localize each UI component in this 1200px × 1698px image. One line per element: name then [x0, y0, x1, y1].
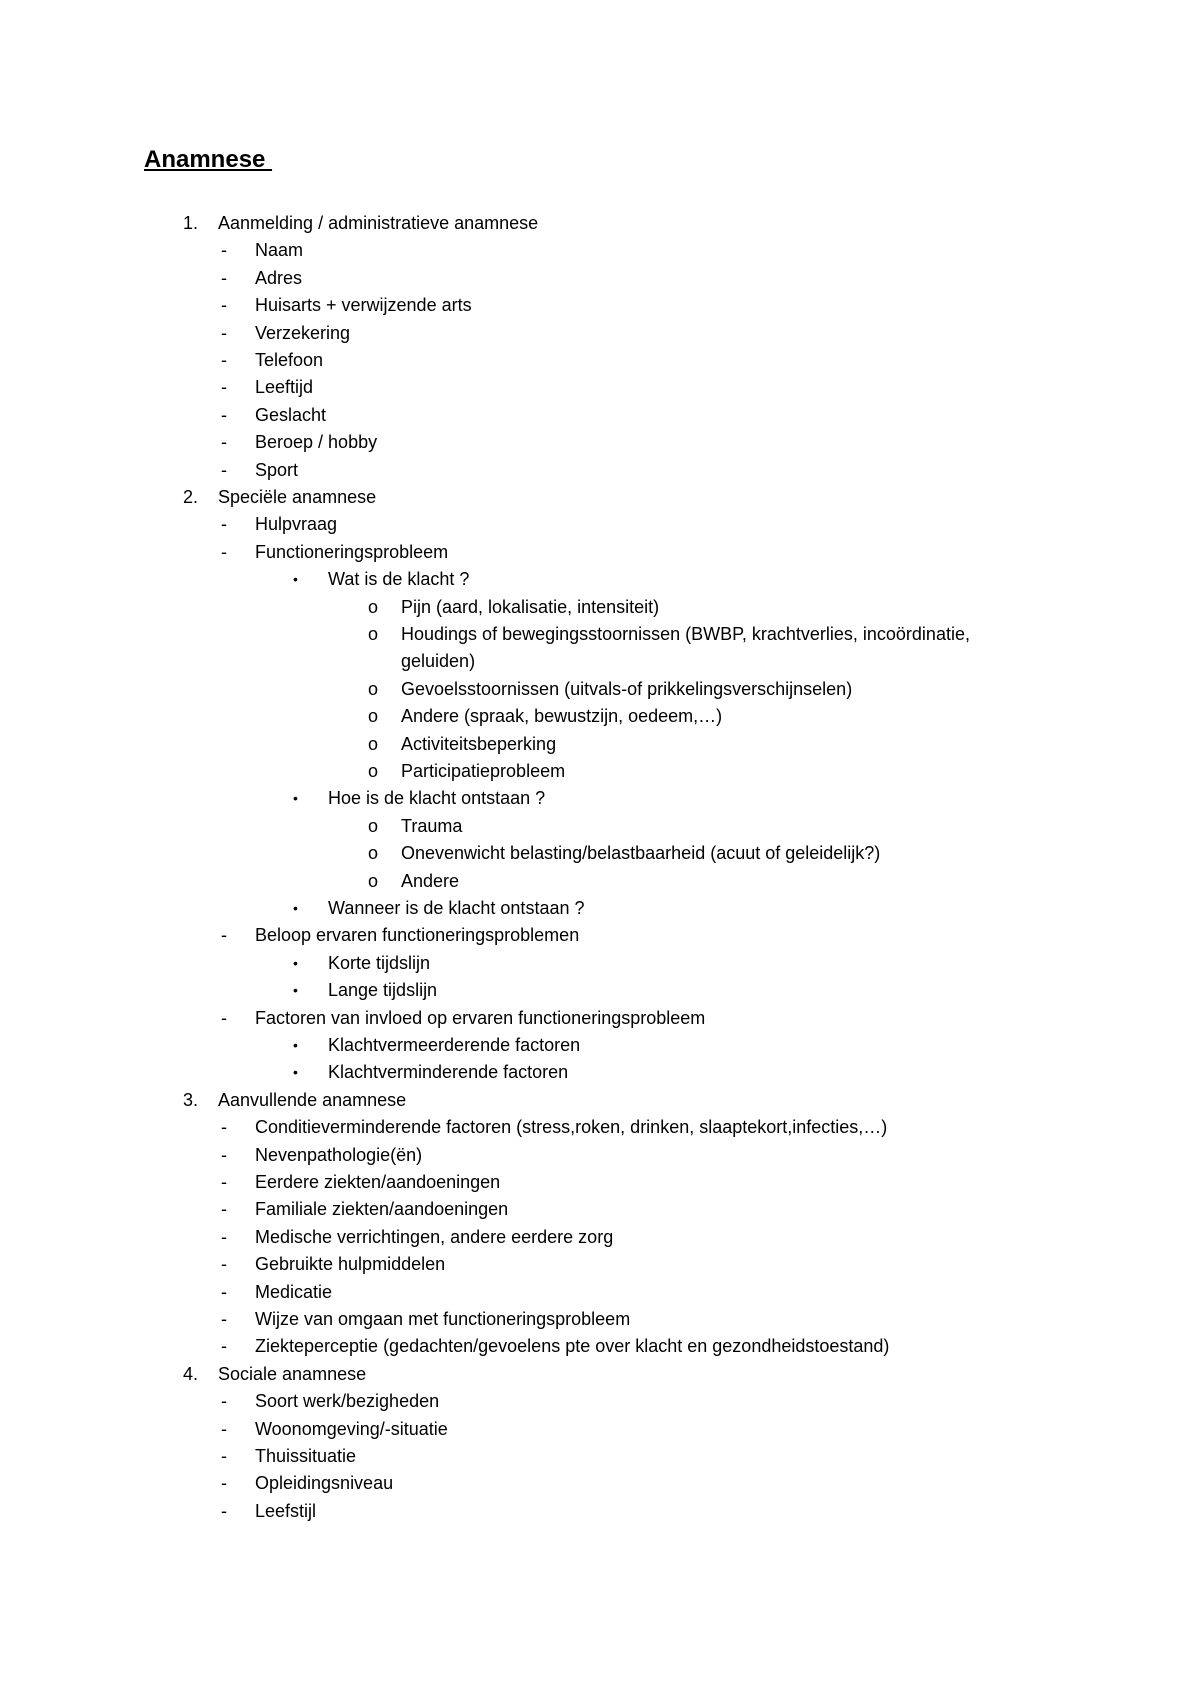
list-item-text: Verzekering [255, 323, 351, 343]
dash-marker: - [221, 1227, 227, 1247]
list-number: 1. [183, 213, 199, 233]
list-item-text: Sociale anamnese [218, 1364, 367, 1384]
list-item-text: Pijn (aard, lokalisatie, intensiteit) [401, 597, 660, 617]
dash-marker: - [221, 240, 227, 260]
dash-marker: - [221, 925, 227, 945]
bullet-icon: • [293, 1037, 298, 1053]
list-number: 2. [183, 487, 199, 507]
list-item-text: Participatieprobleem [401, 761, 566, 781]
list-item-text: Conditieverminderende factoren (stress,roken, drinken, slaaptekort,infecties,…) [255, 1117, 888, 1137]
dash-marker: - [221, 1117, 227, 1137]
dash-marker: - [221, 377, 227, 397]
list-item-text: Adres [255, 268, 303, 288]
list-item-text: Opleidingsniveau [255, 1473, 394, 1493]
dash-marker: - [221, 432, 227, 452]
dash-marker: - [221, 1282, 227, 1302]
list-item-text: Beloop ervaren functioneringsproblemen [255, 925, 580, 945]
dash-marker: - [221, 323, 227, 343]
list-item-text: geluiden) [401, 651, 476, 671]
dash-marker: - [221, 350, 227, 370]
bullet-icon: • [293, 955, 298, 971]
list-item-text: Leeftijd [255, 377, 314, 397]
list-item-text: Aanmelding / administratieve anamnese [218, 213, 539, 233]
list-item-text: Nevenpathologie(ën) [255, 1145, 423, 1165]
list-item-text: Korte tijdslijn [328, 953, 431, 973]
list-item-text: Hulpvraag [255, 514, 338, 534]
circle-marker: o [368, 706, 379, 726]
list-item-text: Huisarts + verwijzende arts [255, 295, 472, 315]
dash-marker: - [221, 1008, 227, 1028]
list-item-text: Gevoelsstoornissen (uitvals-of prikkelingsverschijnselen) [401, 679, 853, 699]
list-item-text: Wat is de klacht ? [328, 569, 470, 589]
list-number: 4. [183, 1364, 199, 1384]
document-title: Anamnese [144, 146, 273, 173]
circle-marker: o [368, 597, 379, 617]
bullet-icon: • [293, 1064, 298, 1080]
dash-marker: - [221, 1172, 227, 1192]
list-item-text: Functioneringsprobleem [255, 542, 449, 562]
list-item-text: Sport [255, 460, 299, 480]
list-item-text: Telefoon [255, 350, 324, 370]
dash-marker: - [221, 1309, 227, 1329]
list-item-text: Factoren van invloed op ervaren functioneringsprobleem [255, 1008, 706, 1028]
list-item-text: Familiale ziekten/aandoeningen [255, 1199, 509, 1219]
list-item-text: Wanneer is de klacht ontstaan ? [328, 898, 585, 918]
list-item-text: Wijze van omgaan met functioneringsprobleem [255, 1309, 631, 1329]
list-item-text: Klachtverminderende factoren [328, 1062, 569, 1082]
dash-marker: - [221, 460, 227, 480]
list-item-text: Onevenwicht belasting/belastbaarheid (acuut of geleidelijk?) [401, 843, 881, 863]
bullet-icon: • [293, 571, 298, 587]
circle-marker: o [368, 679, 379, 699]
list-item-text: Thuissituatie [255, 1446, 357, 1466]
bullet-icon: • [293, 982, 298, 998]
dash-marker: - [221, 295, 227, 315]
list-item-text: Aanvullende anamnese [218, 1090, 407, 1110]
dash-marker: - [221, 542, 227, 562]
dash-marker: - [221, 1145, 227, 1165]
dash-marker: - [221, 1199, 227, 1219]
bullet-icon: • [293, 900, 298, 916]
list-item-text: Hoe is de klacht ontstaan ? [328, 788, 546, 808]
circle-marker: o [368, 871, 379, 891]
list-item-text: Houdings of bewegingsstoornissen (BWBP, krachtverlies, incoördinatie, [401, 624, 970, 644]
bullet-icon: • [293, 790, 298, 806]
dash-marker: - [221, 1336, 227, 1356]
circle-marker: o [368, 761, 379, 781]
dash-marker: - [221, 405, 227, 425]
circle-marker: o [368, 624, 379, 644]
list-item-text: Medicatie [255, 1282, 333, 1302]
list-item-text: Activiteitsbeperking [401, 734, 557, 754]
dash-marker: - [221, 1501, 227, 1521]
list-item-text: Klachtvermeerderende factoren [328, 1035, 581, 1055]
list-number: 3. [183, 1090, 199, 1110]
list-item-text: Ziekteperceptie (gedachten/gevoelens pte over klacht en gezondheidstoestand) [255, 1336, 890, 1356]
list-item-text: Andere [401, 871, 460, 891]
circle-marker: o [368, 843, 379, 863]
list-item-text: Lange tijdslijn [328, 980, 438, 1000]
dash-marker: - [221, 1473, 227, 1493]
list-item-text: Beroep / hobby [255, 432, 378, 452]
dash-marker: - [221, 1446, 227, 1466]
list-item-text: Gebruikte hulpmiddelen [255, 1254, 446, 1274]
dash-marker: - [221, 1391, 227, 1411]
list-item-text: Medische verrichtingen, andere eerdere zorg [255, 1227, 614, 1247]
list-item-text: Eerdere ziekten/aandoeningen [255, 1172, 501, 1192]
circle-marker: o [368, 734, 379, 754]
dash-marker: - [221, 268, 227, 288]
list-item-text: Naam [255, 240, 304, 260]
list-item-text: Soort werk/bezigheden [255, 1391, 440, 1411]
circle-marker: o [368, 816, 379, 836]
list-item-text: Geslacht [255, 405, 327, 425]
dash-marker: - [221, 514, 227, 534]
list-item-text: Leefstijl [255, 1501, 317, 1521]
list-item-text: Trauma [401, 816, 463, 836]
list-item-text: Speciële anamnese [218, 487, 377, 507]
dash-marker: - [221, 1254, 227, 1274]
list-item-text: Woonomgeving/-situatie [255, 1419, 448, 1439]
dash-marker: - [221, 1419, 227, 1439]
list-item-text: Andere (spraak, bewustzijn, oedeem,…) [401, 706, 723, 726]
